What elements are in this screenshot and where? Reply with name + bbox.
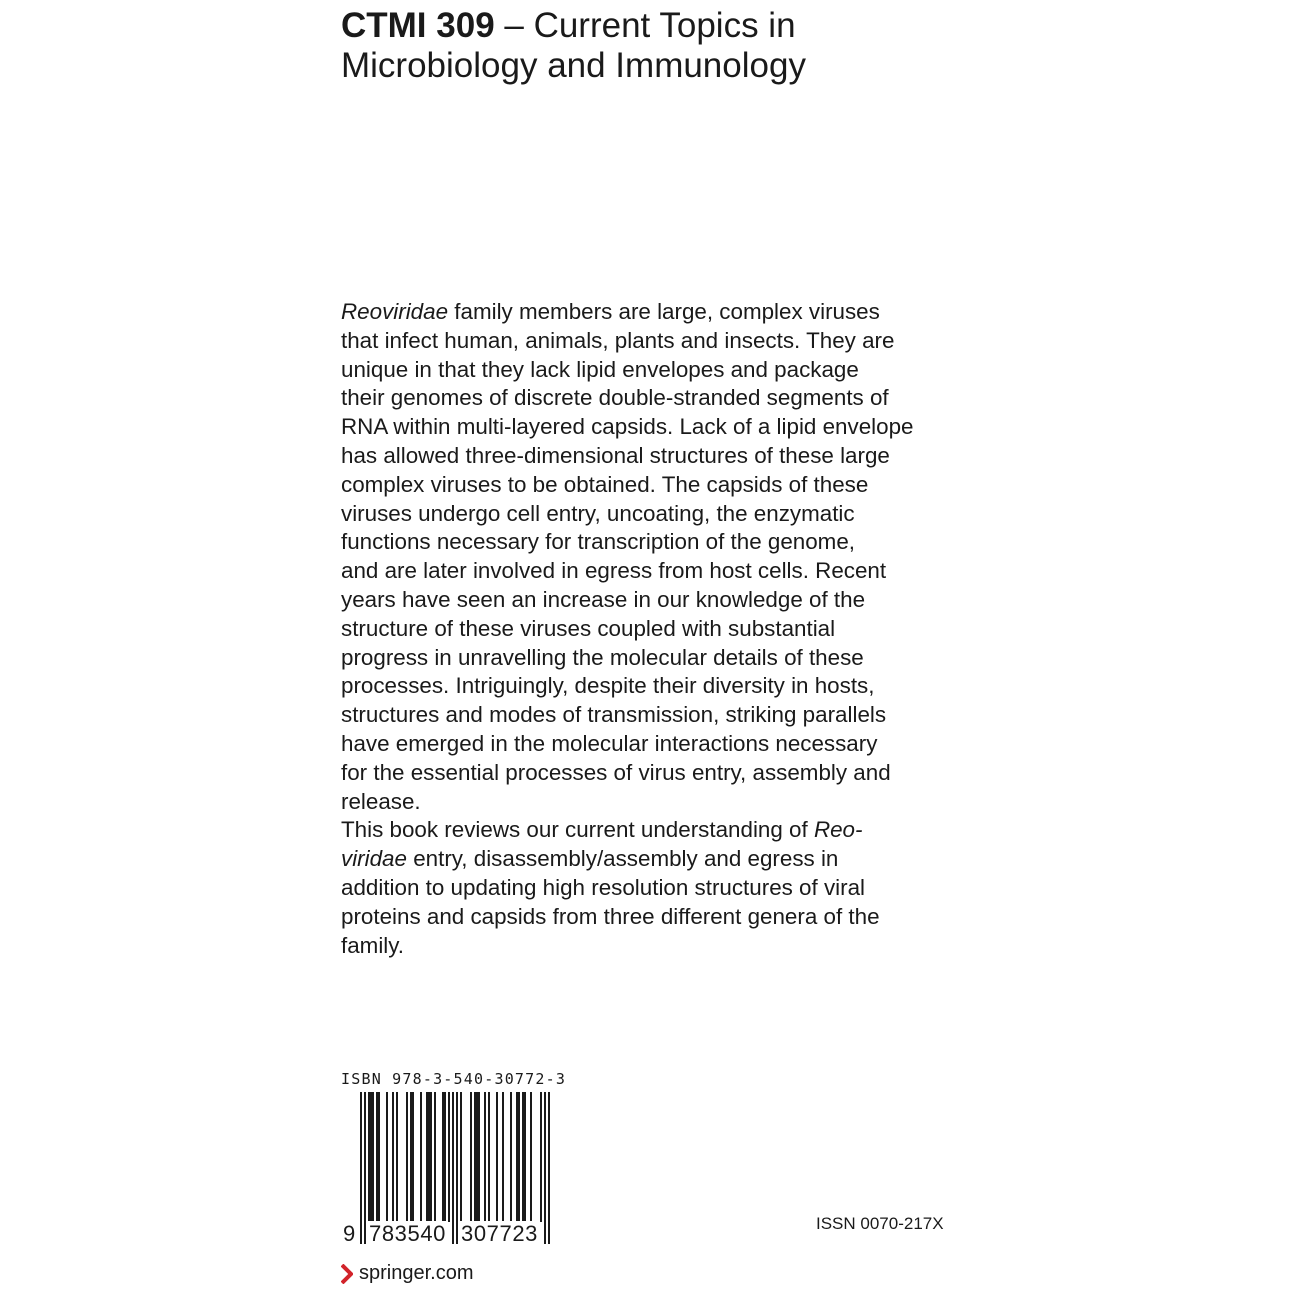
publisher-link[interactable] bbox=[341, 1262, 474, 1285]
barcode-bar bbox=[448, 1092, 450, 1222]
line-text: progress in unravelling the molecular details of these bbox=[341, 644, 864, 670]
description-line bbox=[341, 788, 981, 817]
barcode-bar bbox=[474, 1092, 476, 1222]
barcode-bar bbox=[372, 1092, 374, 1222]
barcode-bar bbox=[530, 1092, 532, 1222]
barcode-digits-right: 307723 bbox=[461, 1221, 539, 1246]
line-text: complex viruses to be obtained. The capsids of these bbox=[341, 471, 869, 497]
description-line bbox=[341, 586, 981, 615]
line-text: family. bbox=[341, 932, 405, 958]
barcode-guard-bar bbox=[548, 1092, 550, 1244]
italic-term: viridae bbox=[341, 846, 407, 872]
description-line bbox=[341, 384, 981, 413]
line-text: release. bbox=[341, 788, 421, 814]
barcode-bar bbox=[478, 1092, 480, 1222]
line-text: and are later involved in egress from host cells. Recent bbox=[341, 558, 887, 584]
barcode-bar bbox=[476, 1092, 478, 1222]
line-text: structures and modes of transmission, striking parallels bbox=[341, 702, 887, 728]
line-text: This book reviews our current understanding of bbox=[341, 817, 814, 843]
isbn-label: ISBN 978-3-540-30772-3 bbox=[341, 1070, 567, 1088]
barcode-bar bbox=[378, 1092, 380, 1222]
issn: ISSN 0070-217X bbox=[816, 1214, 944, 1233]
barcode-guard-bar bbox=[360, 1092, 362, 1244]
line-text: that infect human, animals, plants and insects. They are bbox=[341, 327, 895, 353]
description-line bbox=[341, 557, 981, 586]
line-text: proteins and capsids from three different genera of the bbox=[341, 903, 880, 929]
series-title-line-1 bbox=[341, 6, 941, 46]
description-line bbox=[341, 298, 981, 327]
barcode-bar bbox=[370, 1092, 372, 1222]
barcode-bar bbox=[434, 1092, 436, 1222]
line-text: family members are large, complex viruses bbox=[448, 299, 880, 324]
description-line bbox=[341, 759, 981, 788]
description-line bbox=[341, 701, 981, 730]
barcode-bar bbox=[412, 1092, 414, 1222]
barcode-bar bbox=[368, 1092, 370, 1222]
description-line bbox=[341, 874, 981, 903]
series-header bbox=[341, 6, 941, 86]
barcode-guard-bar bbox=[364, 1092, 366, 1244]
barcode-bar bbox=[496, 1092, 498, 1222]
italic-term: Reoviridae bbox=[341, 299, 449, 324]
description-line bbox=[341, 413, 981, 442]
barcode-guard-bar bbox=[544, 1092, 546, 1244]
description-line bbox=[341, 615, 981, 644]
description-line bbox=[341, 845, 981, 874]
barcode-bar bbox=[516, 1092, 518, 1222]
line-text: addition to updating high resolution structures of viral bbox=[341, 874, 866, 900]
barcode-bar bbox=[540, 1092, 542, 1222]
italic-term: Reo- bbox=[813, 817, 863, 843]
barcode-bar bbox=[410, 1092, 412, 1222]
barcode-digits-left: 783540 bbox=[369, 1221, 447, 1246]
description-line bbox=[341, 644, 981, 673]
description-line bbox=[341, 672, 981, 701]
barcode-bar bbox=[510, 1092, 512, 1222]
series-title-line-2: Microbiology and Immunology bbox=[341, 46, 806, 85]
barcode-bar bbox=[484, 1092, 486, 1222]
line-text: viruses undergo cell entry, uncoating, the enzymatic bbox=[341, 500, 855, 526]
barcode-bar bbox=[426, 1092, 428, 1222]
description-line bbox=[341, 932, 981, 961]
line-text: RNA within multi-layered capsids. Lack of a lipid envelope bbox=[341, 414, 914, 440]
book-description bbox=[341, 298, 981, 960]
line-text: functions necessary for transcription of the genome, bbox=[341, 529, 856, 555]
barcode-bar bbox=[392, 1092, 394, 1222]
line-text: for the essential processes of virus entry, assembly and bbox=[341, 759, 891, 785]
barcode-bar bbox=[460, 1092, 462, 1222]
chevron-right-icon bbox=[341, 1264, 353, 1284]
description-line bbox=[341, 816, 981, 845]
line-text: have emerged in the molecular interactions necessary bbox=[341, 730, 878, 756]
barcode-bar bbox=[522, 1092, 524, 1222]
line-text: unique in that they lack lipid envelopes and package bbox=[341, 356, 859, 382]
description-line bbox=[341, 471, 981, 500]
barcode-bar bbox=[396, 1092, 398, 1222]
line-text: has allowed three-dimensional structures of these large bbox=[341, 442, 890, 468]
barcode-bar bbox=[518, 1092, 520, 1222]
description-line bbox=[341, 442, 981, 471]
barcode-bar bbox=[428, 1092, 430, 1222]
description-line bbox=[341, 356, 981, 385]
line-text: their genomes of discrete double-stranded segments of bbox=[341, 385, 889, 411]
barcode-bar bbox=[386, 1092, 388, 1222]
barcode-bar bbox=[442, 1092, 444, 1222]
line-text: entry, disassembly/assembly and egress in bbox=[406, 846, 839, 872]
barcode-bar bbox=[406, 1092, 408, 1222]
barcode-bar bbox=[524, 1092, 526, 1222]
barcode-bar bbox=[376, 1092, 378, 1222]
barcode-guard-bar bbox=[456, 1092, 458, 1244]
line-text: structure of these viruses coupled with substantial bbox=[341, 615, 836, 641]
barcode-bar bbox=[502, 1092, 504, 1222]
line-text: years have seen an increase in our knowledge of the bbox=[341, 586, 866, 612]
barcode-bar bbox=[470, 1092, 472, 1222]
line-text: processes. Intriguingly, despite their diversity in hosts, bbox=[341, 673, 875, 699]
barcode-digit-first: 9 bbox=[343, 1221, 356, 1246]
description-line bbox=[341, 528, 981, 557]
barcode-bar bbox=[488, 1092, 490, 1222]
description-line bbox=[341, 500, 981, 529]
series-code: CTMI 309 bbox=[341, 6, 495, 45]
description-line bbox=[341, 730, 981, 759]
barcode-bar bbox=[430, 1092, 432, 1222]
barcode-bar bbox=[444, 1092, 446, 1222]
series-title: – Current Topics in bbox=[494, 6, 796, 45]
barcode-guard-bar bbox=[452, 1092, 454, 1244]
description-line bbox=[341, 327, 981, 356]
publisher-url[interactable]: springer.com bbox=[359, 1262, 474, 1284]
barcode-bar bbox=[420, 1092, 422, 1222]
description-line bbox=[341, 903, 981, 932]
